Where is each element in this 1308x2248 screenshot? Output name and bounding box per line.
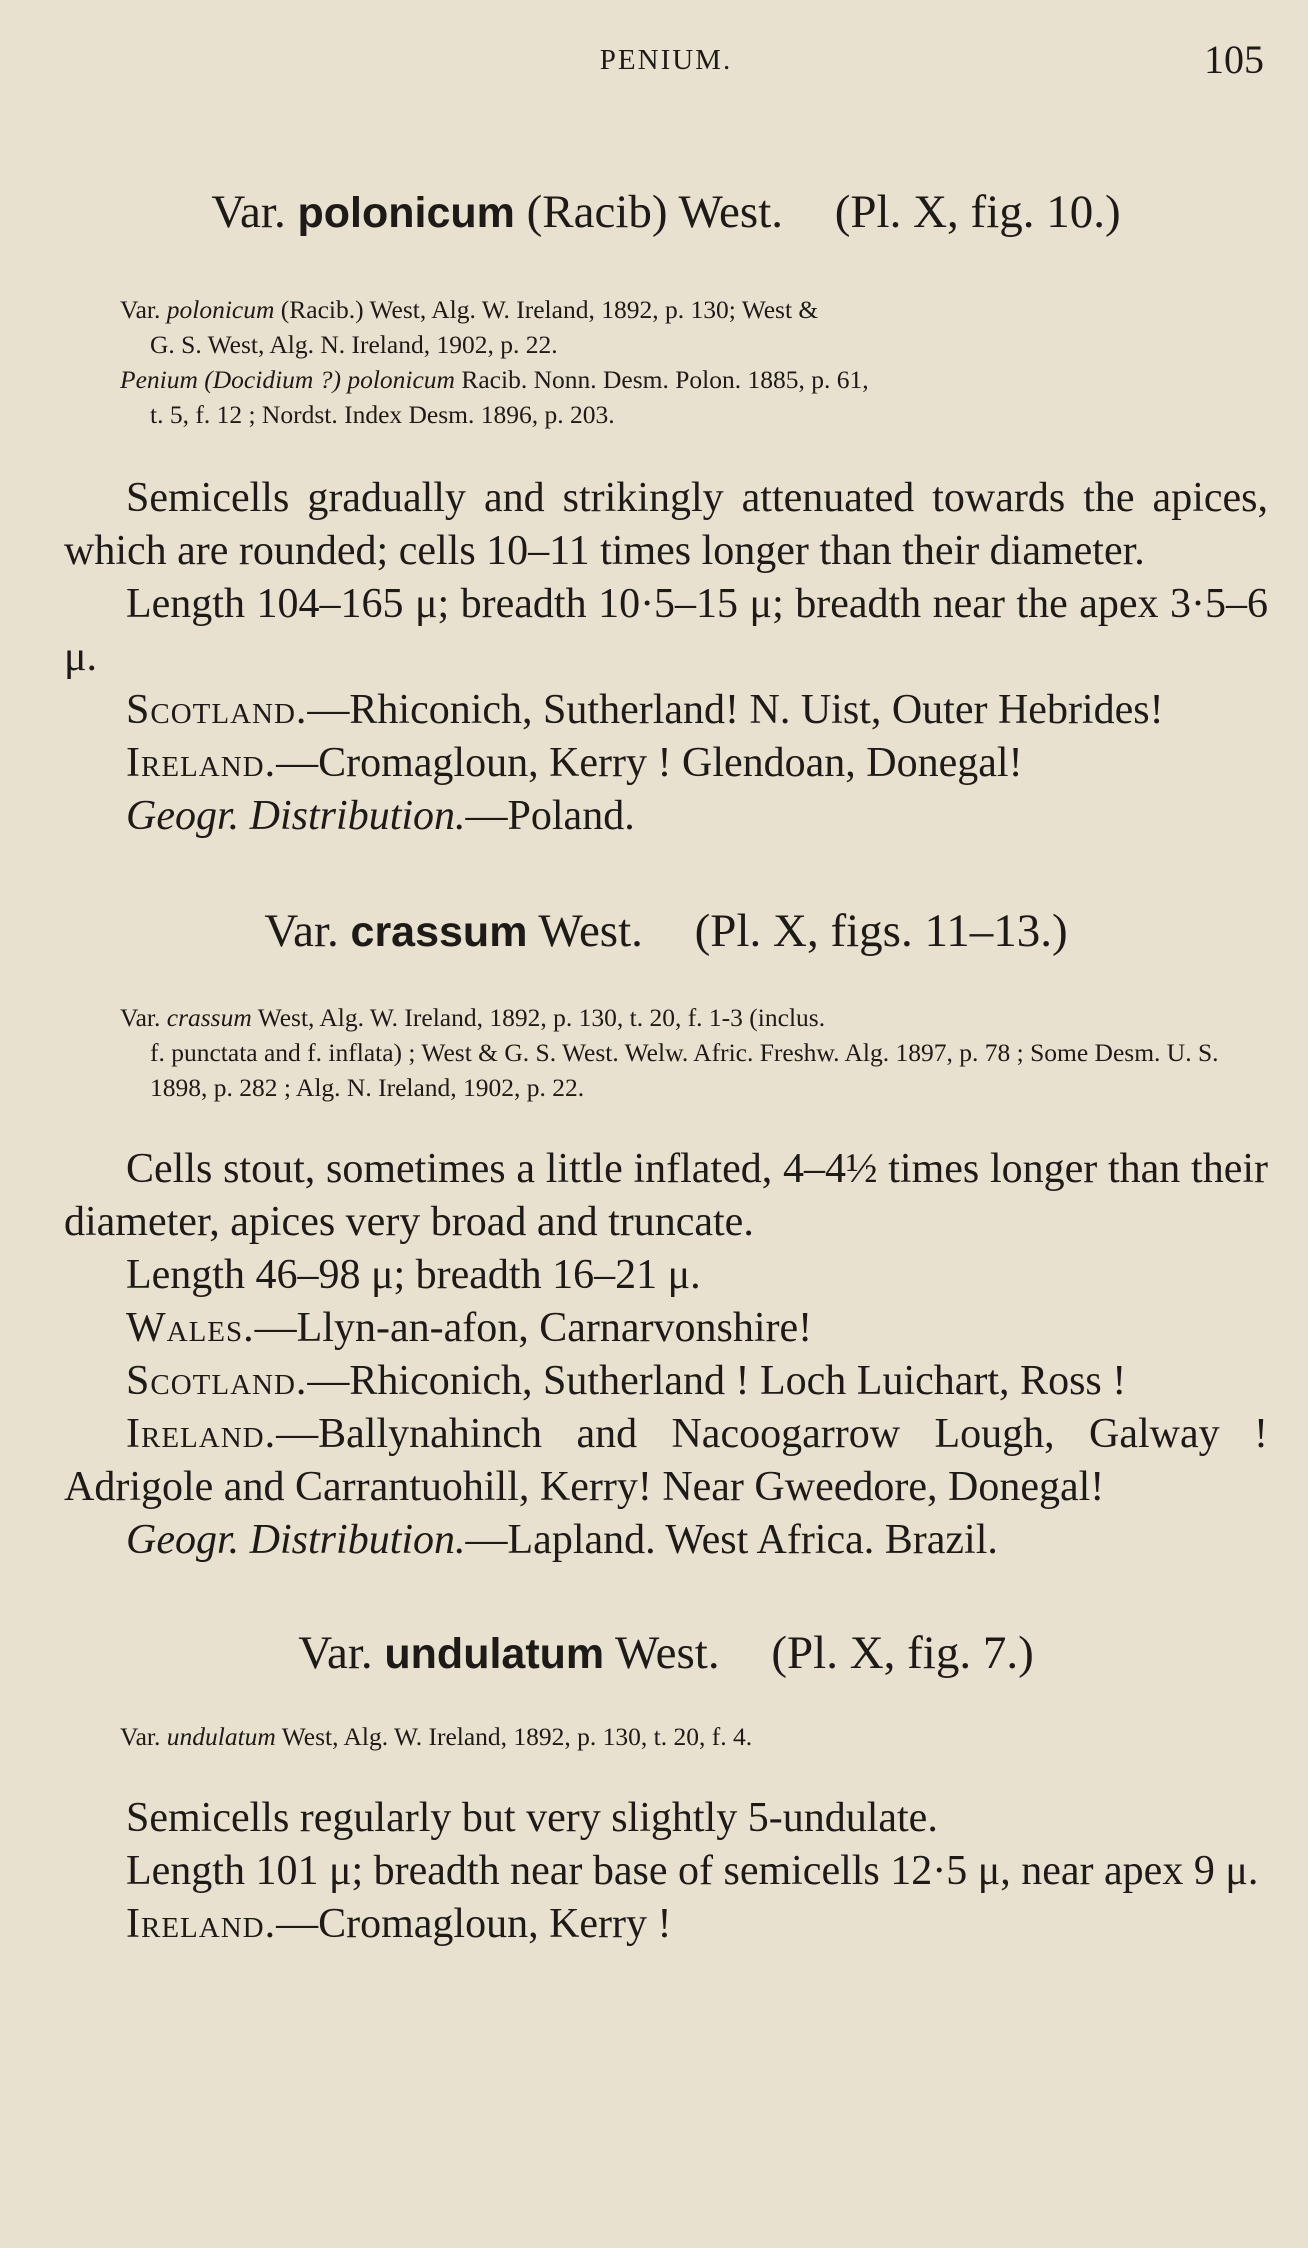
synonym-name: polonicum: [166, 295, 275, 325]
variety-heading: [64, 1625, 1268, 1681]
synonym-entry: [64, 292, 1268, 362]
variety-name: undulatum: [384, 1629, 605, 1678]
synonym-lead: Var.: [120, 1002, 161, 1032]
synonym-citation: (Racib.) West, Alg. W. Ireland, 1892, p. 130; West &: [280, 295, 819, 325]
plate-reference: (Pl. X, fig. 7.): [771, 1626, 1034, 1679]
running-head: [64, 36, 1268, 92]
region-name: Ireland.: [126, 740, 277, 787]
locality-list: —Cromagloun, Kerry ! Glendoan, Donegal!: [276, 740, 1023, 787]
synonym-entry: [64, 1000, 1268, 1105]
variety-section-crassum: [64, 903, 1268, 1566]
variety-heading: [64, 184, 1268, 240]
region-name: Wales.: [126, 1304, 255, 1351]
variety-name: crassum: [350, 908, 528, 957]
description-text: Semicells regularly but very slightly 5-undulate.: [126, 1795, 938, 1842]
synonym-citation-continued: t. 5, f. 12 ; Nordst. Index Desm. 1896, p. 203.: [150, 400, 615, 430]
page-number: 105: [1204, 37, 1264, 82]
description-text: Semicells gradually and strikingly attenuated towards the apices, which are rounded; cells 10–11 times longer than their diameter.: [64, 475, 1268, 575]
measurements-text: Length 46–98 μ; breadth 16–21 μ.: [126, 1251, 701, 1298]
variety-heading: [64, 903, 1268, 959]
synonym-citation-continued: G. S. West, Alg. N. Ireland, 1902, p. 22.: [150, 330, 558, 360]
record-ireland: [64, 1898, 1268, 1951]
heading-authority: West.: [538, 905, 643, 958]
region-name: Ireland.: [126, 1410, 277, 1457]
heading-authority: West.: [615, 1626, 720, 1679]
distribution-label: Geogr. Distribution.: [126, 1516, 466, 1563]
geographic-distribution: [64, 1514, 1268, 1567]
locality-list: —Ballynahinch and Nacoogarrow Lough, Galway ! Adrigole and Carrantuohill, Kerry! Near Gweedore, Donegal!: [64, 1410, 1268, 1510]
heading-prefix: Var.: [211, 186, 286, 238]
heading-prefix: Var.: [264, 905, 339, 958]
record-ireland: [64, 1408, 1268, 1514]
record-scotland: [64, 684, 1268, 737]
region-name: Scotland.: [126, 1357, 308, 1404]
variety-section-undulatum: [64, 1625, 1268, 1951]
description-text: Cells stout, sometimes a little inflated, 4–4½ times longer than their diameter, apices very broad and truncate.: [64, 1145, 1268, 1245]
synonym-name: Penium (Docidium ?) polonicum: [120, 365, 455, 395]
synonym-lead: Var.: [120, 1722, 161, 1752]
description-block: [64, 472, 1268, 843]
distribution-text: —Poland.: [465, 793, 635, 840]
plate-reference: (Pl. X, fig. 10.): [834, 186, 1121, 238]
description-block: [64, 1792, 1268, 1951]
region-name: Ireland.: [126, 1901, 277, 1948]
heading-prefix: Var.: [298, 1626, 373, 1679]
variety-name: polonicum: [297, 189, 515, 237]
running-title: PENIUM.: [599, 44, 733, 76]
locality-list: —Cromagloun, Kerry !: [276, 1901, 672, 1948]
synonymy-block: [64, 1000, 1268, 1105]
synonym-citation: Racib. Nonn. Desm. Polon. 1885, p. 61,: [461, 365, 869, 395]
region-name: Scotland.: [126, 687, 308, 734]
synonymy-block: [64, 292, 1268, 432]
synonym-citation-continued: f. punctata and f. inflata) ; West & G. S. West. Welw. Afric. Freshw. Alg. 1897, p. 78 ; Some Desm. U. S. 1898, p. 282 ; Alg. N. Ireland, 1902, p. 22.: [150, 1037, 1219, 1102]
geographic-distribution: [64, 790, 1268, 843]
variety-section-polonicum: [64, 184, 1268, 843]
synonym-name: undulatum: [166, 1722, 276, 1752]
description-block: [64, 1143, 1268, 1567]
synonym-citation: West, Alg. W. Ireland, 1892, p. 130, t. 20, f. 4.: [281, 1722, 753, 1752]
distribution-label: Geogr. Distribution.: [126, 793, 466, 840]
synonym-lead: Var.: [120, 295, 161, 325]
record-ireland: [64, 737, 1268, 790]
synonym-citation: West, Alg. W. Ireland, 1892, p. 130, t. 20, f. 1-3 (inclus.: [257, 1002, 826, 1032]
locality-list: —Rhiconich, Sutherland! N. Uist, Outer Hebrides!: [307, 687, 1164, 734]
heading-authority: (Racib) West.: [526, 186, 783, 238]
locality-list: —Llyn-an-afon, Carnarvonshire!: [254, 1304, 813, 1351]
measurements-text: Length 104–165 μ; breadth 10·5–15 μ; breadth near the apex 3·5–6 μ.: [64, 581, 1268, 681]
plate-reference: (Pl. X, figs. 11–13.): [694, 905, 1068, 958]
synonym-name: crassum: [166, 1002, 252, 1032]
locality-list: —Rhiconich, Sutherland ! Loch Luichart, Ross !: [307, 1357, 1127, 1404]
distribution-text: —Lapland. West Africa. Brazil.: [465, 1516, 998, 1563]
record-scotland: [64, 1355, 1268, 1408]
synonym-entry: [64, 1719, 1268, 1754]
synonymy-block: [64, 1719, 1268, 1754]
synonym-entry: [64, 362, 1268, 432]
measurements-text: Length 101 μ; breadth near base of semicells 12·5 μ, near apex 9 μ.: [126, 1848, 1259, 1895]
record-wales: [64, 1302, 1268, 1355]
